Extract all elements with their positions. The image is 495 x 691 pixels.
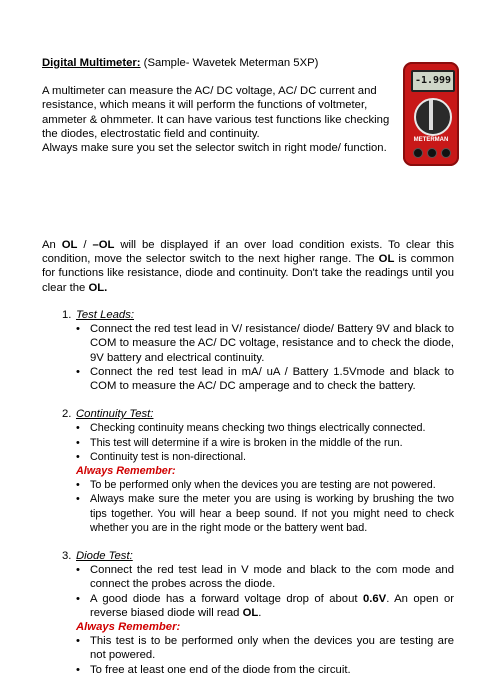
ol-bold-2: OL bbox=[378, 253, 395, 266]
section-title: Continuity Test: bbox=[76, 408, 154, 421]
list-item: • Connect the red test lead in mA/ uA / Battery 1.5Vmode and black to COM to measure the AC/ DC amperage and to check the battery. bbox=[42, 365, 454, 393]
jack-icon bbox=[427, 148, 437, 158]
bullet-list bbox=[42, 634, 454, 677]
diode-text-a: A good diode has a forward voltage drop of about bbox=[90, 592, 363, 605]
section-title: Test Leads: bbox=[76, 309, 134, 321]
list-item: • Connect the red test lead in V mode and black to the com mode and connect the probes across the diode. bbox=[42, 563, 454, 591]
list-item: • To free at least one end of the diode from the circuit. bbox=[42, 663, 454, 677]
section-test-leads bbox=[42, 308, 454, 393]
list-item: • To be performed only when the devices you are testing are not powered. bbox=[42, 478, 454, 492]
title-label: Digital Multimeter: bbox=[42, 57, 141, 69]
bullet-list bbox=[42, 478, 454, 535]
section-title: Diode Test: bbox=[76, 550, 133, 563]
diode-text-e: . bbox=[258, 606, 262, 619]
section-continuity-test bbox=[42, 407, 454, 535]
intro-paragraph: A multimeter can measure the AC/ DC voltage, AC/ DC current and resistance, which means it will perform the functions of voltmeter, ammeter & ohmmeter. It can have various test functions like checking the diodes, electrostatic field and continuity. bbox=[42, 85, 390, 140]
meter-knob-icon bbox=[429, 100, 433, 130]
multimeter-photo-icon bbox=[403, 62, 459, 166]
list-item: • This test will determine if a wire is broken in the middle of the run. bbox=[42, 436, 454, 450]
ol-text-1: An bbox=[42, 239, 62, 251]
overload-paragraph bbox=[42, 238, 454, 295]
jack-icon bbox=[413, 148, 423, 158]
always-remember-label: Always Remember: bbox=[76, 621, 181, 634]
ol-text-2: / bbox=[77, 239, 93, 251]
meter-display: -1.999 bbox=[411, 70, 455, 92]
ol-bold-1: OL bbox=[61, 239, 78, 251]
bullet-list bbox=[42, 563, 454, 620]
bullet-list bbox=[42, 421, 454, 464]
section-number: 2. bbox=[62, 408, 72, 421]
diode-text-c: . An open or reverse biased diode will read bbox=[90, 592, 454, 619]
meter-jacks bbox=[413, 148, 449, 158]
always-remember-label: Always Remember: bbox=[76, 465, 176, 478]
ol-bold-3: OL. bbox=[88, 281, 108, 294]
meter-dial-icon bbox=[414, 98, 452, 136]
title-sample: (Sample- Wavetek Meterman 5XP) bbox=[140, 57, 319, 69]
intro-note: Always make sure you set the selector switch in right mode/ function. bbox=[42, 142, 387, 155]
list-item: • Continuity test is non-directional. bbox=[42, 450, 454, 464]
diode-voltage: 0.6V bbox=[362, 592, 387, 605]
list-item bbox=[42, 592, 454, 620]
section-diode-test bbox=[42, 549, 454, 677]
sections-list bbox=[42, 308, 454, 691]
list-item: • Checking continuity means checking two things electrically connected. bbox=[42, 421, 454, 435]
ol-text-3: will be displayed if an over load condition exists. To clear this condition, move the selector switch to the next higher range. The bbox=[42, 239, 454, 266]
intro-block bbox=[42, 56, 392, 169]
ol-text-4: is common for functions like resistance, diode and continuity. Don't take the readings until you clear the bbox=[42, 253, 454, 294]
section-number: 1. bbox=[62, 309, 72, 321]
section-number: 3. bbox=[62, 550, 72, 563]
meter-brand: METERMAN bbox=[413, 137, 449, 143]
list-item: • Connect the red test lead in V/ resistance/ diode/ Battery 9V and black to COM to measure the AC/ DC voltage, resistance and to check the diode, 9V battery and electrical continuity. bbox=[42, 322, 454, 365]
list-item: • Always make sure the meter you are using is working by brushing the two tips together. You will hear a beep sound. If not you might need to check whether you are in the right mode or the battery went bad. bbox=[42, 492, 454, 535]
document-title bbox=[42, 56, 392, 70]
diode-ol: OL bbox=[242, 606, 259, 619]
section-heading bbox=[62, 549, 454, 563]
list-item: • This test is to be performed only when the devices you are testing are not powered. bbox=[42, 634, 454, 662]
jack-icon bbox=[441, 148, 451, 158]
section-heading bbox=[62, 308, 454, 322]
section-heading bbox=[62, 407, 454, 421]
ol-bold-neg: –OL bbox=[92, 239, 115, 251]
bullet-list bbox=[42, 322, 454, 393]
